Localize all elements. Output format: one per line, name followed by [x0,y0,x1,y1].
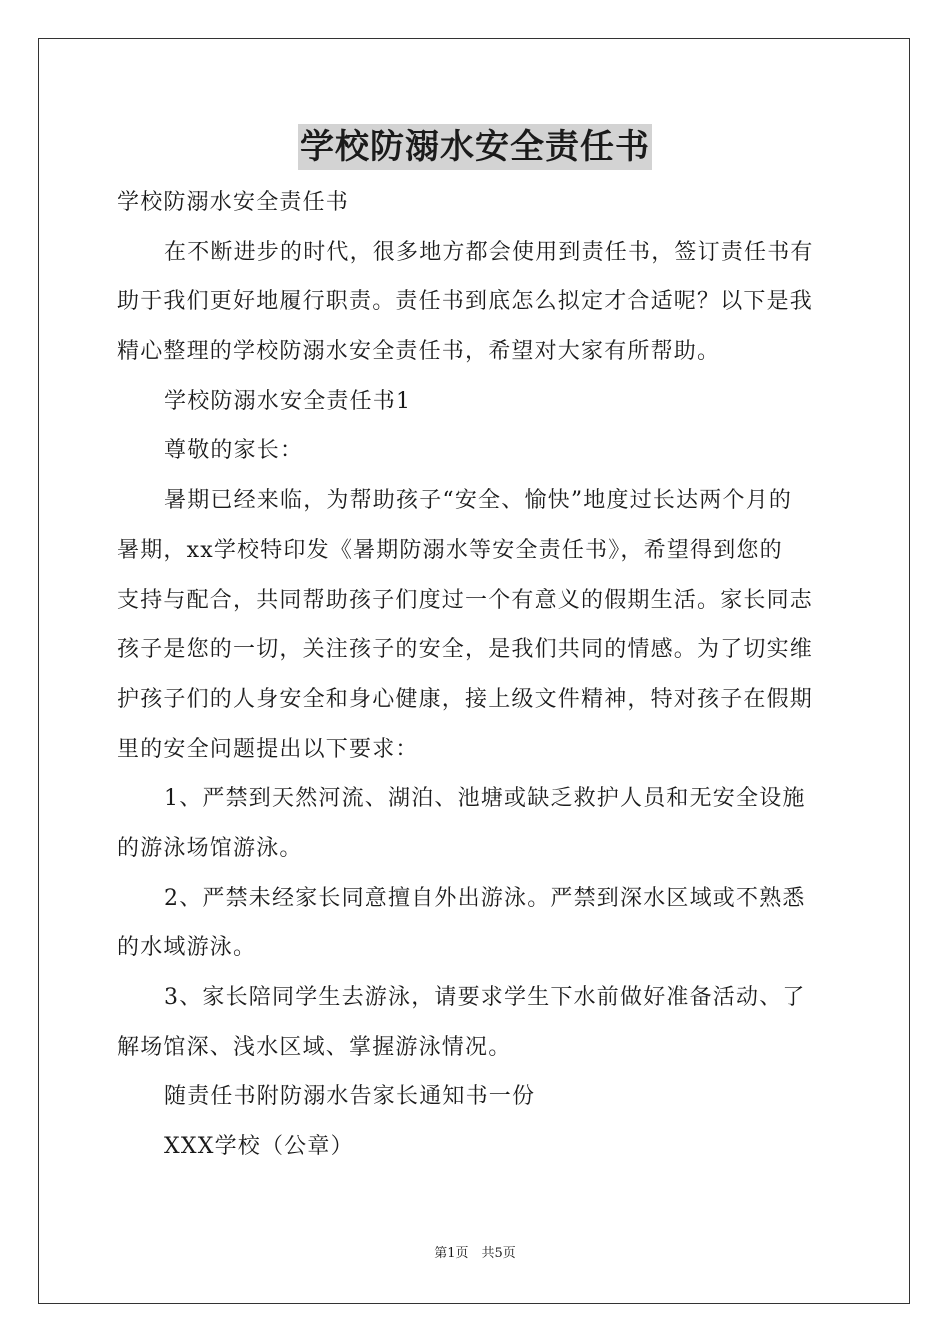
text-line: 护孩子们的人身安全和身心健康，接上级文件精神，特对孩子在假期 [117,686,814,712]
text-line: 助于我们更好地履行职责。责任书到底怎么拟定才合适呢？以下是我 [117,289,814,315]
document-body [117,178,833,1172]
text-line: 精心整理的学校防溺水安全责任书，希望对大家有所帮助。 [117,339,721,365]
text-line: 解场馆深、浅水区域、掌握游泳情况。 [117,1034,512,1060]
text-line: 支持与配合，共同帮助孩子们度过一个有意义的假期生活。家长同志 [117,587,814,613]
text-line: 2、严禁未经家长同意擅自外出游泳。严禁到深水区域或不熟悉 [164,885,806,911]
text-line: 在不断进步的时代，很多地方都会使用到责任书，签订责任书有 [164,239,814,265]
text-line: 暑期已经来临，为帮助孩子“安全、愉快”地度过长达两个月的 [164,488,793,514]
text-line: 的水域游泳。 [117,935,257,961]
text-line: 里的安全问题提出以下要求： [117,736,419,762]
text-line: XXX学校（公章） [164,1134,354,1160]
title-container [0,124,950,170]
page-footer: 第1页 共5页 [434,1246,516,1261]
text-line: 3、家长陪同学生去游泳，请要求学生下水前做好准备活动、了 [164,985,806,1010]
text-line: 暑期，xx学校特印发《暑期防溺水等安全责任书》，希望得到您的 [117,537,783,563]
text-line: 尊敬的家长： [164,438,304,464]
text-line: 孩子是您的一切，关注孩子的安全，是我们共同的情感。为了切实维 [117,637,814,663]
document-title: 学校防溺水安全责任书 [298,124,652,170]
text-line: 随责任书附防溺水告家长通知书一份 [164,1084,536,1110]
text-line: 学校防溺水安全责任书 [117,190,350,215]
text-line: 学校防溺水安全责任书1 [164,388,412,414]
text-line: 1、严禁到天然河流、湖泊、池塘或缺乏救护人员和无安全设施 [164,786,806,812]
text-line: 的游泳场馆游泳。 [117,835,303,861]
